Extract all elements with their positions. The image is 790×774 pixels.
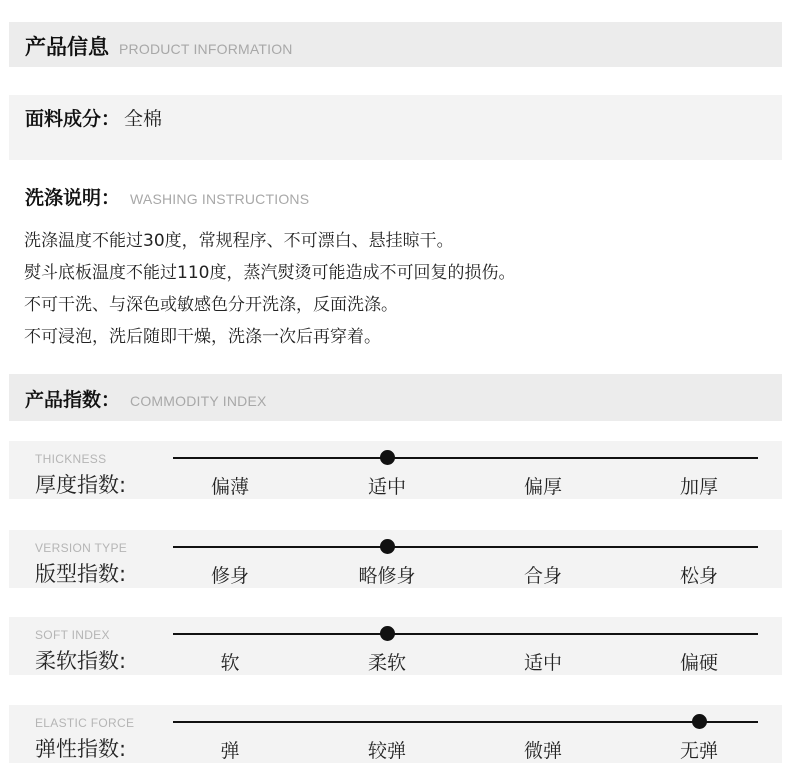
product-info-title-text: 产品信息 [25,35,109,59]
index-option: 柔软 [367,652,407,674]
index-row-soft [9,617,782,675]
index-row-thickness [9,441,782,499]
index-scale-line [173,721,758,723]
index-option: 修身 [210,565,250,587]
index-selected-marker [380,626,395,641]
commodity-index-subtitle: COMMODITY INDEX [130,393,267,409]
product-info-header [9,22,782,67]
washing-line: 洗涤温度不能过30度，常规程序、不可漂白、悬挂晾干。 [24,231,454,251]
index-scale-line [173,546,758,548]
index-option: 较弹 [367,740,407,762]
washing-instructions [24,225,515,353]
index-option: 偏薄 [210,476,250,498]
washing-line: 不可干洗、与深色或敏感色分开洗涤，反面洗涤。 [24,295,398,315]
index-option: 加厚 [679,476,719,498]
index-option: 微弹 [523,740,563,762]
index-option: 合身 [523,565,563,587]
product-info-title [25,31,293,61]
index-row-cn-label: 版型指数: [35,562,127,586]
index-row-cn-label: 厚度指数: [35,473,127,497]
commodity-index-title-text: 产品指数： [25,389,121,411]
fabric-label: 面料成分： [25,108,121,130]
index-row-elastic [9,705,782,763]
index-option: 偏厚 [523,476,563,498]
index-option: 偏硬 [679,652,719,674]
index-option: 松身 [679,565,719,587]
washing-line: 不可浸泡，洗后随即干燥，洗涤一次后再穿着。 [24,327,381,347]
product-info-subtitle: PRODUCT INFORMATION [119,41,293,57]
index-option: 软 [220,652,240,674]
index-option: 适中 [367,476,407,498]
index-row-en-label: ELASTIC FORCE [35,716,135,730]
index-row-cn-label: 柔软指数: [35,649,127,673]
index-selected-marker [380,450,395,465]
index-selected-marker [692,714,707,729]
commodity-index-title [25,385,267,412]
index-selected-marker [380,539,395,554]
index-row-cn-label: 弹性指数: [35,737,127,761]
washing-header [25,183,309,210]
washing-line: 熨斗底板温度不能过110度，蒸汽熨烫可能造成不可回复的损伤。 [24,263,516,283]
index-row-en-label: VERSION TYPE [35,541,128,555]
index-option: 弹 [220,740,240,762]
index-option: 无弹 [679,740,719,762]
fabric-section [9,95,782,160]
fabric-value: 全棉 [124,108,163,130]
washing-subtitle: WASHING INSTRUCTIONS [130,191,310,207]
washing-label: 洗涤说明： [25,187,121,209]
index-row-version-type [9,530,782,588]
index-option: 略修身 [358,565,416,587]
index-row-en-label: SOFT INDEX [35,628,110,642]
index-row-en-label: THICKNESS [35,452,107,466]
index-option: 适中 [523,652,563,674]
index-scale-line [173,457,758,459]
commodity-index-header [9,374,782,421]
index-scale-line [173,633,758,635]
fabric-row [25,104,162,131]
